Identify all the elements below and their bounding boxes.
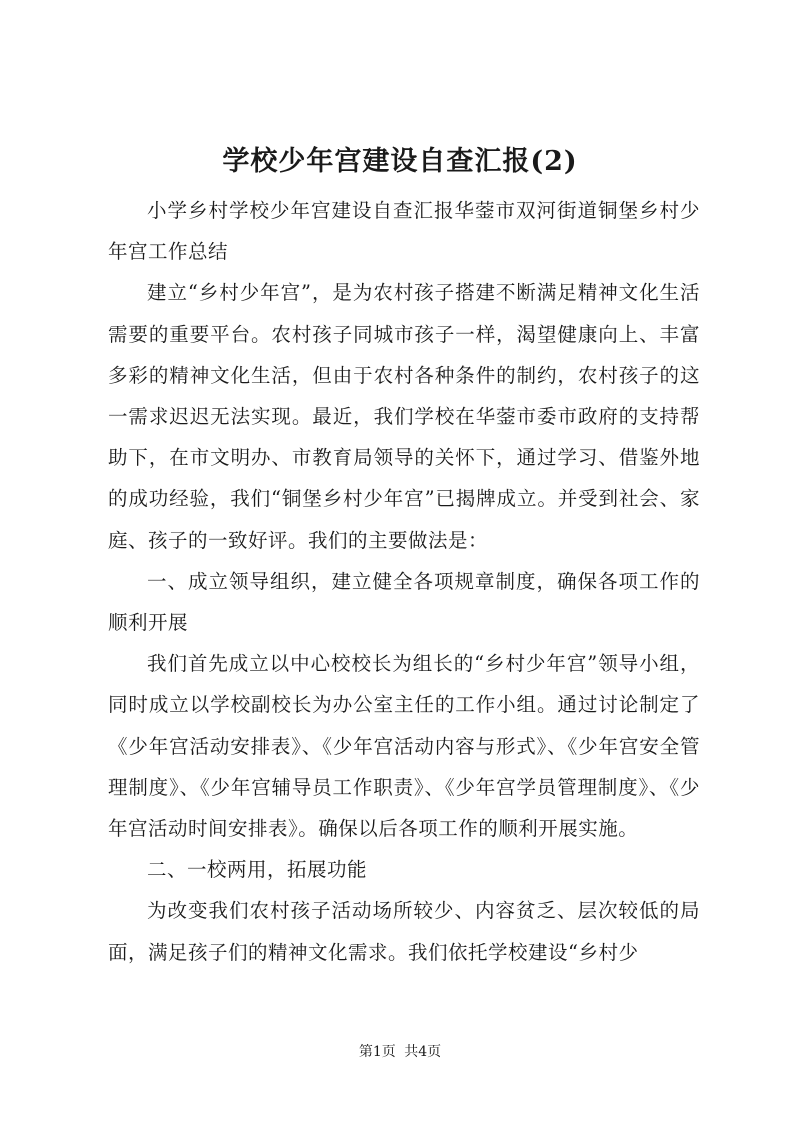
paragraph-background: 建立“乡村少年宫”，是为农村孩子搭建不断满足精神文化生活需要的重要平台。农村孩子同城市孩子一样，渴望健康向上、丰富多彩的精神文化生活，但由于农村各种条件的制约，农村孩子的这一需求迟迟无法实现。最近，我们学校在华蓥市委市政府的支持帮助下，在市文明办、市教育局领导的关怀下，通过学习、借鉴外地的成功经验，我们“铜堡乡村少年宫”已揭牌成立。并受到社会、家庭、孩子的一致好评。我们的主要做法是： (108, 281, 700, 552)
paragraph-intro: 小学乡村学校少年宫建设自查汇报华蓥市双河街道铜堡乡村少年宫工作总结 (108, 199, 700, 264)
paragraph-section-1: 我们首先成立以中心校校长为组长的“乡村少年宫”领导小组，同时成立以学校副校长为办公室主任的工作小组。通过讨论制定了《少年宫活动安排表》、《少年宫活动内容与形式》、《少年宫安全管理制度》、《少年宫辅导员工作职责》、《少年宫学员管理制度》、《少年宫活动时间安排表》。确保以后各项工作的顺利开展实施。 (108, 652, 700, 841)
paragraph-section-2: 为改变我们农村孩子活动场所较少、内容贫乏、层次较低的局面，满足孩子们的精神文化需求。我们依托学校建设“乡村少 (108, 899, 700, 964)
section-heading-1: 一、成立领导组织，建立健全各项规章制度，确保各项工作的顺利开展 (108, 569, 700, 635)
page-total: 共4页 (404, 1044, 442, 1060)
document-body (108, 190, 700, 973)
page-number: 第1页 (358, 1044, 396, 1060)
document-title: 学校少年宫建设自查汇报(2) (222, 146, 578, 177)
page-footer (0, 1042, 800, 1062)
section-heading-2: 二、一校两用，拓展功能 (147, 858, 368, 882)
